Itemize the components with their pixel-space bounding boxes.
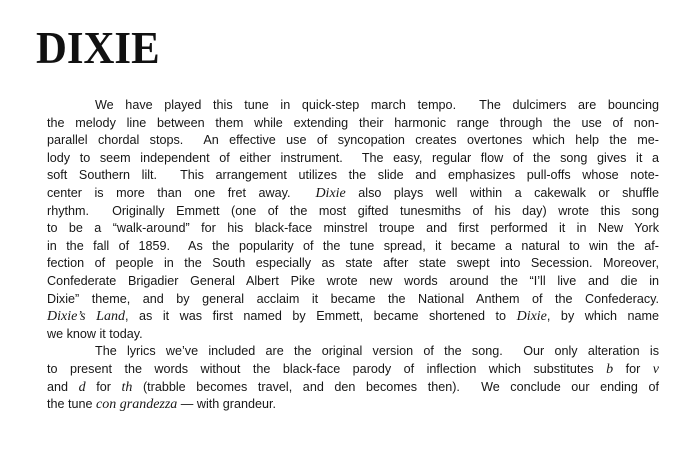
text-line <box>47 291 659 309</box>
paragraph <box>47 343 659 413</box>
text-run: rhythm. Originally Emmett (one of the most gifted tunesmiths of his day) wrote this song <box>47 203 659 218</box>
text-line <box>47 203 659 221</box>
text-line <box>47 115 659 133</box>
text-run: , by which name <box>546 309 659 324</box>
text-run: the melody line between them while extending their harmonic range through the use of non- <box>47 115 659 130</box>
text-run: for <box>613 361 653 376</box>
text-line <box>47 326 659 344</box>
text-run: for <box>85 379 122 394</box>
text-run: we know it today. <box>47 326 143 341</box>
text-line <box>47 379 659 397</box>
italic-text: th <box>121 379 133 395</box>
text-run: to be a “walk-around” for his black-face minstrel troupe and first performed it in New York <box>47 221 659 236</box>
italic-text: b <box>606 361 614 377</box>
text-line <box>47 132 659 150</box>
text-line <box>47 273 659 291</box>
text-line <box>47 220 659 238</box>
text-run: the tune <box>47 397 97 412</box>
italic-text: Dixie <box>315 185 346 201</box>
text-run: Confederate Brigadier General Albert Pike wrote new words around the “I’ll live and die in <box>47 273 659 288</box>
text-run: — with grandeur. <box>177 397 277 412</box>
text-run: fection of people in the South especially as state after state swept into Secession. Moreover, <box>47 256 659 271</box>
text-line <box>47 150 659 168</box>
text-run: soft Southern lilt. This arrangement utilizes the slide and emphasizes pull-offs whose note- <box>47 168 659 183</box>
text-line <box>47 185 659 203</box>
text-run: We have played this tune in quick-step march tempo. The dulcimers are bouncing <box>95 98 659 112</box>
text-line <box>47 343 659 361</box>
text-run: Dixie” theme, and by general acclaim it became the National Anthem of the Confederacy. <box>47 291 659 306</box>
italic-text: con grandezza <box>96 397 178 413</box>
text-run: , as it was first named by Emmett, became shortened to <box>124 309 517 324</box>
body-text <box>47 97 659 414</box>
italic-text: Dixie’s Land <box>47 309 125 325</box>
text-line <box>47 396 659 414</box>
text-run: in the fall of 1859. As the popularity of the tune spread, it became a natural to win the af- <box>47 238 659 253</box>
text-line <box>47 308 659 326</box>
page-title: DIXIE <box>36 22 160 73</box>
italic-text: Dixie <box>516 309 547 325</box>
text-run: The lyrics we’ve included are the original version of the song. Our only alteration is <box>95 344 659 359</box>
text-run: to present the words without the black-face parody of inflection which substitutes <box>47 361 607 376</box>
italic-text: d <box>78 379 86 395</box>
italic-text: v <box>652 361 659 377</box>
text-run: center is more than one fret away. <box>47 185 316 200</box>
text-line <box>47 361 659 379</box>
text-run: lody to seem independent of either instrument. The easy, regular flow of the song gives it a <box>47 150 659 165</box>
text-line <box>47 255 659 273</box>
text-line <box>47 167 659 185</box>
text-line <box>47 238 659 256</box>
text-run: (trabble becomes travel, and den becomes then). We conclude our ending of <box>132 379 660 394</box>
paragraph <box>47 97 659 343</box>
text-run: and <box>47 379 79 394</box>
text-line <box>47 97 659 115</box>
text-run: also plays well within a cakewalk or shuffle <box>345 185 659 200</box>
text-run: parallel chordal stops. An effective use of syncopation creates overtones which help the me- <box>47 133 659 148</box>
